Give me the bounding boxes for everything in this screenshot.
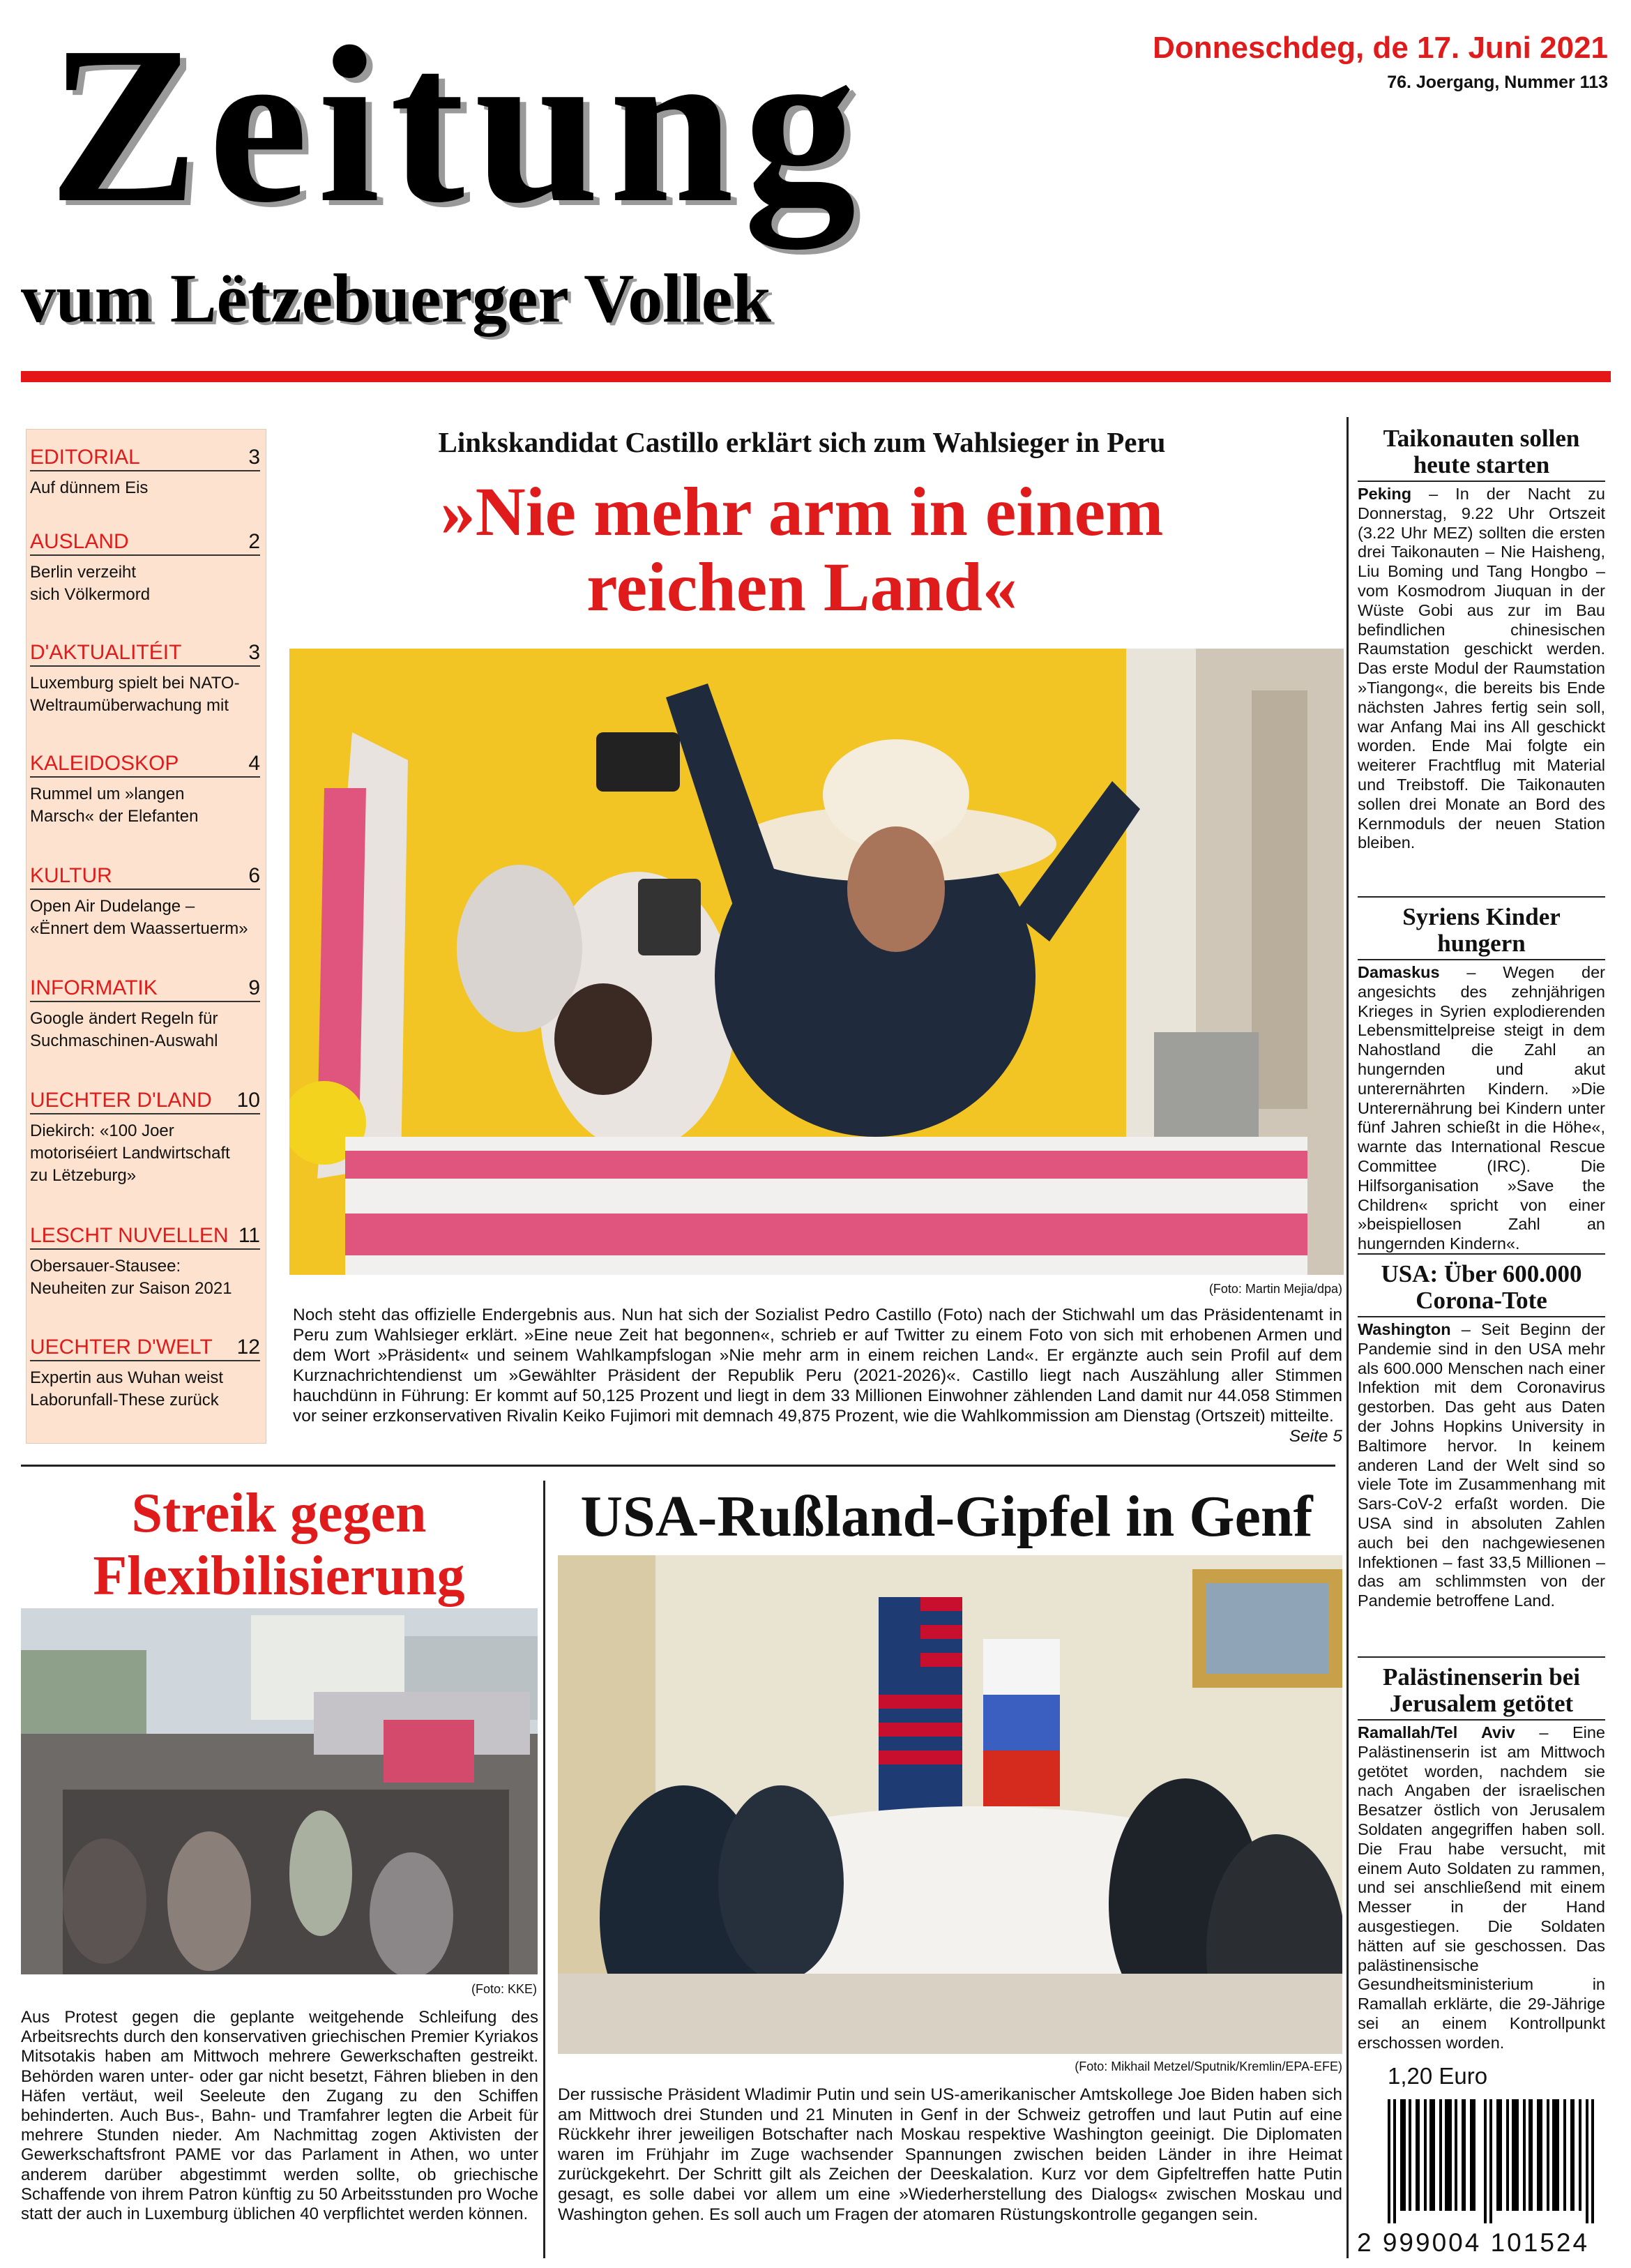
toc-item-uechter-dland[interactable] bbox=[30, 1088, 260, 1187]
toc-section: D'AKTUALITÉIT bbox=[30, 641, 182, 664]
brief-separator bbox=[1358, 1253, 1605, 1255]
toc-desc-line: Weltraumüberwachung mit bbox=[30, 696, 229, 715]
brief-title: Syriens Kinder hungern bbox=[1402, 903, 1561, 957]
brief-title: USA: Über 600.000 Corona-Tote bbox=[1381, 1260, 1582, 1314]
toc-page: 10 bbox=[236, 1089, 260, 1112]
brief-title: Taikonauten sollen heute starten bbox=[1383, 425, 1580, 478]
lead-body: Noch steht das offizielle Endergebnis aus. Nun hat sich der Sozialist Pedro Castillo (Foto) nach der Stichwahl um das Präsidentenamt in Peru zum Wahlsieger erklärt. »Eine neue Zeit hat begonnen«, schrieb er auf Twitter zu einem Foto von sich mit erhobenen Armen und dem Wort »Präsident« und seinem Wahlkampfslogan »Nie mehr arm in einem reichen Land«. Er ergänzte auch sein Profil auf dem Kurznachrichtendienst um »Gewählter Präsident der Republik Peru (2021-2026)«. Castillo liegt nach Auszählung aller Stimmen hauchdünn in Führung: Er kommt auf 50,125 Prozent und liegt in dem 33 Millionen Einwohner zählenden Land damit nur 44.058 Stimmen vor seiner erzkonservativen Rivalin Keiko Fujimori mit demnach 49,875 Prozent, wie die Wahlkommission am Dienstag (Ortszeit) mitteilte. bbox=[293, 1306, 1342, 1426]
toc-section: KULTUR bbox=[30, 864, 112, 887]
castillo-photo-image bbox=[289, 649, 1344, 1275]
lead-kicker: Linkskandidat Castillo erklärt sich zum Wahlsieger in Peru bbox=[438, 426, 1166, 458]
price-label: 1,20 Euro bbox=[1388, 2063, 1488, 2089]
toc-section: KALEIDOSKOP bbox=[30, 752, 179, 775]
brief-dateline: Ramallah/Tel Aviv bbox=[1358, 1723, 1515, 1741]
toc-page: 2 bbox=[248, 530, 260, 553]
toc-desc-line: Open Air Dudelange – bbox=[30, 897, 195, 916]
toc-section: AUSLAND bbox=[30, 530, 129, 553]
castillo-photo[interactable] bbox=[289, 649, 1344, 1275]
brief-dateline: Washington bbox=[1358, 1320, 1451, 1338]
toc-page: 12 bbox=[236, 1336, 260, 1359]
toc-desc-line: Expertin aus Wuhan weist bbox=[30, 1368, 224, 1387]
toc-desc-line: Obersauer-Stausee: bbox=[30, 1257, 181, 1276]
brief-divider bbox=[1358, 959, 1605, 960]
brief-dateline: Damaskus bbox=[1358, 963, 1440, 981]
lead-headline-line: »Nie mehr arm in einem bbox=[440, 473, 1164, 550]
toc-page: 4 bbox=[248, 752, 260, 775]
toc-desc-line: Marsch« der Elefanten bbox=[30, 807, 199, 826]
toc-item-aktualiteit[interactable] bbox=[30, 640, 260, 717]
summit-photo-image bbox=[558, 1555, 1342, 2054]
toc-page: 6 bbox=[248, 864, 260, 887]
news-brief[interactable] bbox=[1358, 904, 1605, 1254]
lead-headline[interactable] bbox=[289, 474, 1314, 625]
toc-desc-line: Auf dünnem Eis bbox=[30, 478, 149, 497]
brief-dateline: Peking bbox=[1358, 485, 1412, 503]
summit-body: Der russische Präsident Wladimir Putin und sein US-amerikanischer Amtskollege Joe Biden haben sich am Mittwoch drei Stunden und 21 Minuten in Genf in der Schweiz getroffen und laut Putin auf eine Rückkehr ihrer jeweiligen Botschafter nach Moskau respektive Washington geeinigt. Die Diplomaten waren im Frühjahr im Zuge wachsender Spannungen zwischen beiden Länder in ihre Heimat zurückgekehrt. Der Schritt gilt als Zeichen der Deeskalation. Kurz vor dem Gipfeltreffen hatte Putin gesagt, es solle dabei vor allem um eine »Wiederherstellung des Dialogs« zwischen Moskau und Washington gehen. Es soll auch um Fragen der atomaren Rüstungskontrolle gegangen sein. bbox=[558, 2085, 1342, 2224]
strike-headline-line: Flexibilisierung bbox=[93, 1545, 465, 1607]
news-brief[interactable] bbox=[1358, 425, 1605, 853]
brief-text: – Wegen der angesichts des zehnjährigen Krieges in Syrien explodierenden Lebensmittelpreise steigt in dem Nahostland die Zahl an hungernden und akut unterernährten Kindern. »Die Unterernährung bei Kindern unter fünf Jahren schießt in die Höhe«, warnte das International Rescue Committee (IRC). Die Hilfsorganisation »Save the Children« spricht von einer »beispiellosen Zahl an hungernden Kindern«. bbox=[1358, 963, 1605, 1253]
strike-headline-line: Streik gegen bbox=[131, 1483, 427, 1544]
summit-headline[interactable]: USA-Rußland-Gipfel in Genf bbox=[580, 1484, 1313, 1549]
summit-photo[interactable] bbox=[558, 1555, 1342, 2054]
toc-desc-line: Suchmaschinen-Auswahl bbox=[30, 1031, 218, 1050]
toc-desc-line: Neuheiten zur Saison 2021 bbox=[30, 1279, 232, 1298]
toc-section: EDITORIAL bbox=[30, 446, 140, 469]
toc-desc-line: «Ënnert dem Waassertuerm» bbox=[30, 919, 248, 938]
toc-item-kultur[interactable] bbox=[30, 863, 260, 940]
toc-section: UECHTER D'WELT bbox=[30, 1336, 213, 1359]
brief-title: Palästinenserin bei Jerusalem getötet bbox=[1383, 1663, 1580, 1717]
toc-item-editorial[interactable] bbox=[30, 445, 260, 499]
toc-page: 3 bbox=[248, 641, 260, 664]
brief-divider bbox=[1358, 1316, 1605, 1317]
toc-desc-line: sich Völkermord bbox=[30, 585, 151, 604]
barcode-number: 2 999004 101524 bbox=[1357, 2228, 1590, 2257]
lead-article bbox=[293, 1305, 1342, 1446]
toc-desc-line: Laborunfall-These zurück bbox=[30, 1391, 219, 1409]
barcode bbox=[1388, 2099, 1597, 2223]
brief-divider bbox=[1358, 481, 1605, 482]
masthead-subtitle: vum Lëtzebuerger Vollek bbox=[21, 259, 771, 337]
toc-item-lescht-nuvellen[interactable] bbox=[30, 1223, 260, 1300]
table-of-contents bbox=[26, 429, 266, 1444]
strike-photo[interactable] bbox=[21, 1608, 538, 1974]
barcode-image bbox=[1388, 2099, 1597, 2223]
news-brief[interactable] bbox=[1358, 1261, 1605, 1611]
brief-separator bbox=[1358, 896, 1605, 898]
toc-desc-line: Luxemburg spielt bei NATO- bbox=[30, 674, 240, 693]
toc-desc-line: Diekirch: «100 Joer bbox=[30, 1121, 174, 1140]
toc-desc-line: Rummel um »langen bbox=[30, 785, 185, 803]
issue-date: Donneschdeg, de 17. Juni 2021 bbox=[1153, 31, 1608, 65]
strike-body: Aus Protest gegen die geplante weitgehende Schleifung des Arbeitsrechts durch den konservativen griechischen Premier Kyriakos Mitsotakis haben am Mittwoch mehrere Gewerkschaften gestreikt. Behörden waren unter- oder gar nicht besetzt, Fähren blieben in den Häfen vertäut, weil Seeleute den Zugang zu den Schiffen behinderten. Auch Bus-, Bahn- und Tramfahrer legten die Arbeit für mehrere Stunden nieder. Am Nachmittag zogen Aktivisten der Gewerkschaftsfront PAME vor das Parlament in Athen, wo unter anderem darüber abgestimmt werden sollte, ob griechische Schaffende von ihrem Patron künftig zu 50 Arbeitsstunden pro Woche statt der auch in Luxemburg üblichen 40 verpflichtet werden können. bbox=[21, 2008, 538, 2224]
brief-text: – Seit Beginn der Pandemie sind in den USA mehr als 600.000 Menschen nach einer Infektion mit dem Coronavirus gestorben. Das geht aus Daten der Johns Hopkins University in Baltimore hervor. In keinem anderen Land der Welt sind so viele Tote im Zusammenhang mit Sars-CoV-2 erfaßt worden. Die USA sind in absoluten Zahlen auch bei den nachgewiesenen Infektionen – fast 33,5 Millionen – das am schlimmsten von der Pandemie betroffene Land. bbox=[1358, 1320, 1605, 1610]
brief-text: – Eine Palästinenserin ist am Mittwoch getötet worden, nachdem sie nach Angaben der israelischen Besatzer östlich von Jerusalem Soldaten angegriffen haben soll. Die Frau habe versucht, mit einem Auto Soldaten zu rammen, und sei anschließend mit einem Messer in der Hand ausgestiegen. Die Soldaten hätten auf sie geschossen. Das palästinensische Gesundheitsministerium in Ramallah erklärte, die 29-Jährige sei an einem Kontrollpunkt erschossen worden. bbox=[1358, 1723, 1606, 2052]
issue-number: 76. Joergang, Nummer 113 bbox=[1387, 73, 1608, 92]
toc-page: 9 bbox=[248, 976, 260, 999]
toc-page: 11 bbox=[238, 1224, 260, 1247]
summit-photo-credit: (Foto: Mikhail Metzel/Sputnik/Kremlin/EPA-EFE) bbox=[1075, 2059, 1342, 2073]
lead-headline-line: reichen Land« bbox=[586, 548, 1017, 626]
toc-section: UECHTER D'LAND bbox=[30, 1089, 212, 1112]
lead-page-reference[interactable]: Seite 5 bbox=[1289, 1427, 1342, 1446]
strike-photo-credit: (Foto: KKE) bbox=[471, 1982, 537, 1996]
toc-desc-line: Berlin verzeiht bbox=[30, 563, 137, 582]
toc-desc-line: zu Lëtzeburg» bbox=[30, 1166, 137, 1185]
lead-photo-credit: (Foto: Martin Mejia/dpa) bbox=[1208, 1282, 1342, 1296]
brief-separator bbox=[1358, 1656, 1605, 1658]
toc-item-ausland[interactable] bbox=[30, 529, 260, 606]
column-divider bbox=[1346, 417, 1349, 2258]
column-divider bbox=[543, 1481, 545, 2258]
brief-divider bbox=[1358, 1719, 1605, 1721]
toc-section: INFORMATIK bbox=[30, 976, 158, 999]
section-divider bbox=[21, 1465, 1335, 1467]
toc-item-uechter-dwelt[interactable] bbox=[30, 1335, 260, 1412]
brief-text: – In der Nacht zu Donnerstag, 9.22 Uhr Ortszeit (3.22 Uhr MEZ) sollten die ersten drei Taikonauten – Nie Haisheng, Liu Boming und Tang Hongbo – vom Kosmodrom Jiuquan in der Wüste Gobi aus zur im Bau befindlichen chinesischen Raumstation geschickt werden. Das erste Modul der Raumstation »Tiangong«, die bereits bis Ende nächsten Jahres fertig sein soll, war Anfang Mai ins All geschickt worden. Ende Mai folgte ein weiterer Frachtflug mit Material und Treibstoff. Die Taikonauten sollen drei Monate an Bord des Kernmoduls der neuen Station bleiben. bbox=[1358, 485, 1606, 852]
toc-item-informatik[interactable] bbox=[30, 976, 260, 1052]
toc-section: LESCHT NUVELLEN bbox=[30, 1224, 229, 1247]
masthead-divider bbox=[21, 371, 1611, 382]
news-brief[interactable] bbox=[1358, 1664, 1605, 2053]
toc-desc-line: motoriséiert Landwirtschaft bbox=[30, 1144, 230, 1163]
strike-photo-image bbox=[21, 1608, 538, 1974]
toc-item-kaleidoskop[interactable] bbox=[30, 751, 260, 828]
toc-desc-line: Google ändert Regeln für bbox=[30, 1009, 218, 1028]
toc-page: 3 bbox=[248, 446, 260, 469]
strike-headline[interactable] bbox=[21, 1482, 537, 1608]
masthead-title: Zeitung bbox=[49, 0, 866, 249]
